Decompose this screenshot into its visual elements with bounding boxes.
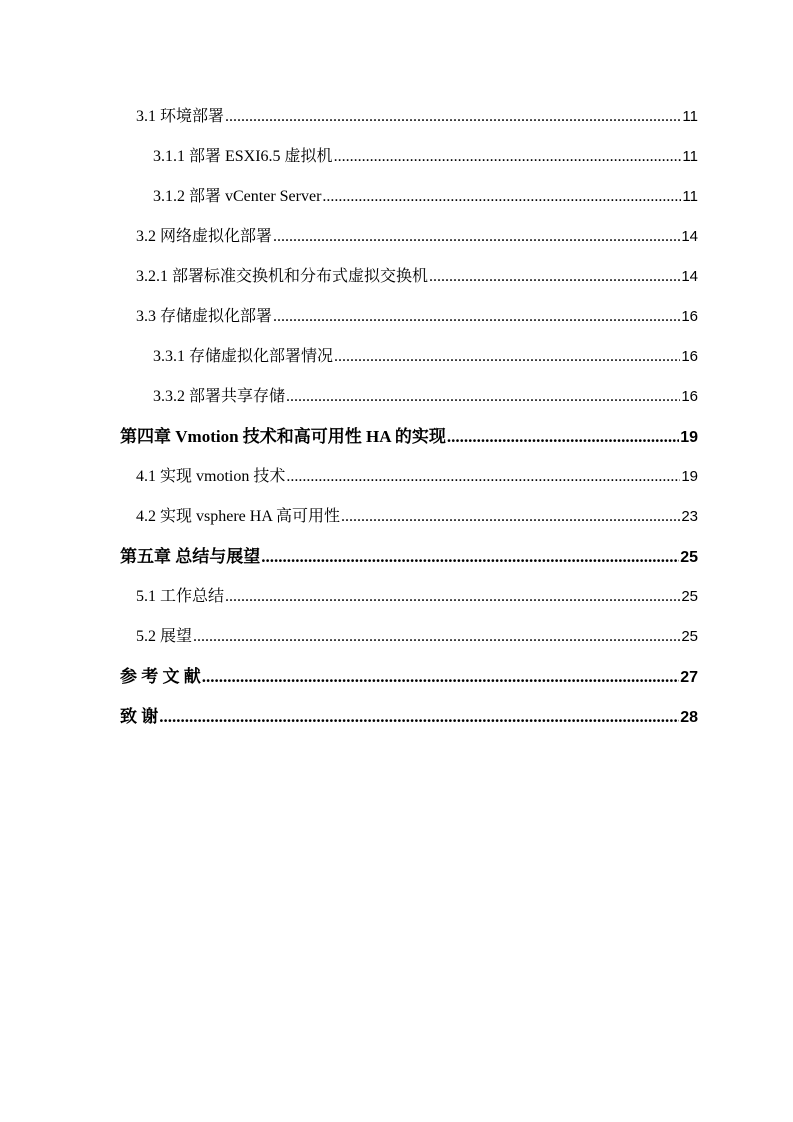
toc-entry-title: 5.1 工作总结 (136, 588, 225, 605)
toc-entry-title: 4.2 实现 vsphere HA 高可用性 (136, 508, 340, 525)
toc-page-number: 14 (681, 228, 698, 245)
toc-entry-title: 3.3.1 存储虚拟化部署情况 (153, 348, 334, 365)
toc-page-number: 27 (680, 669, 698, 686)
toc-entry-chapter-4 (120, 423, 698, 463)
toc-entry-5-2 (120, 623, 698, 663)
dot-leader (341, 503, 680, 531)
dot-leader (286, 463, 680, 491)
dot-leader (322, 183, 681, 211)
toc-page-number: 14 (681, 268, 698, 285)
toc-entry-title: 3.1.1 部署 ESXI6.5 虚拟机 (153, 148, 333, 165)
toc-entry-title: 3.1.2 部署 vCenter Server (153, 188, 322, 205)
toc-page-number: 11 (682, 108, 698, 125)
toc-entry-references (120, 663, 698, 703)
dot-leader (193, 623, 680, 651)
dot-leader (429, 263, 680, 291)
dot-leader (334, 343, 680, 371)
toc-page-number: 25 (681, 628, 698, 645)
dot-leader (159, 703, 679, 731)
toc-entry-5-1 (120, 583, 698, 623)
dot-leader (447, 423, 679, 451)
dot-leader (225, 583, 680, 611)
toc-entry-3-2-1 (120, 263, 698, 303)
dot-leader (202, 663, 679, 691)
toc-entry-3-1 (120, 103, 698, 143)
toc-page-number: 16 (681, 308, 698, 325)
toc-entry-3-2 (120, 223, 698, 263)
toc-entry-title: 第四章 Vmotion 技术和高可用性 HA 的实现 (120, 427, 446, 446)
toc-page-number: 19 (680, 429, 698, 446)
toc-entry-title: 参 考 文 献 (120, 667, 201, 686)
toc-entry-title: 3.1 环境部署 (136, 108, 225, 125)
toc-page-number: 23 (681, 508, 698, 525)
dot-leader (273, 303, 680, 331)
dot-leader (273, 223, 680, 251)
toc-entry-chapter-5 (120, 543, 698, 583)
toc-page-number: 11 (682, 188, 698, 205)
dot-leader (286, 383, 680, 411)
toc-entry-title: 第五章 总结与展望 (120, 547, 261, 566)
table-of-contents (120, 103, 698, 743)
toc-entry-title: 3.3.2 部署共享存储 (153, 388, 286, 405)
toc-entry-title: 4.1 实现 vmotion 技术 (136, 468, 286, 485)
dot-leader (334, 143, 682, 171)
toc-entry-3-3-2 (120, 383, 698, 423)
toc-page-number: 16 (681, 348, 698, 365)
toc-entry-3-3 (120, 303, 698, 343)
toc-entry-title: 5.2 展望 (136, 628, 193, 645)
toc-entry-title: 3.2 网络虚拟化部署 (136, 228, 273, 245)
dot-leader (261, 543, 679, 571)
toc-page-number: 28 (680, 709, 698, 726)
toc-entry-title: 3.2.1 部署标准交换机和分布式虚拟交换机 (136, 268, 429, 285)
toc-entry-title: 致 谢 (120, 707, 159, 726)
toc-page-number: 25 (680, 549, 698, 566)
toc-page-number: 25 (681, 588, 698, 605)
toc-page-number: 11 (682, 148, 698, 165)
toc-entry-acknowledgements (120, 703, 698, 743)
toc-entry-3-1-1 (120, 143, 698, 183)
toc-entry-title: 3.3 存储虚拟化部署 (136, 308, 273, 325)
toc-page-number: 16 (681, 388, 698, 405)
toc-page-number: 19 (681, 468, 698, 485)
toc-entry-3-3-1 (120, 343, 698, 383)
toc-entry-4-1 (120, 463, 698, 503)
toc-entry-4-2 (120, 503, 698, 543)
toc-entry-3-1-2 (120, 183, 698, 223)
dot-leader (225, 103, 681, 131)
